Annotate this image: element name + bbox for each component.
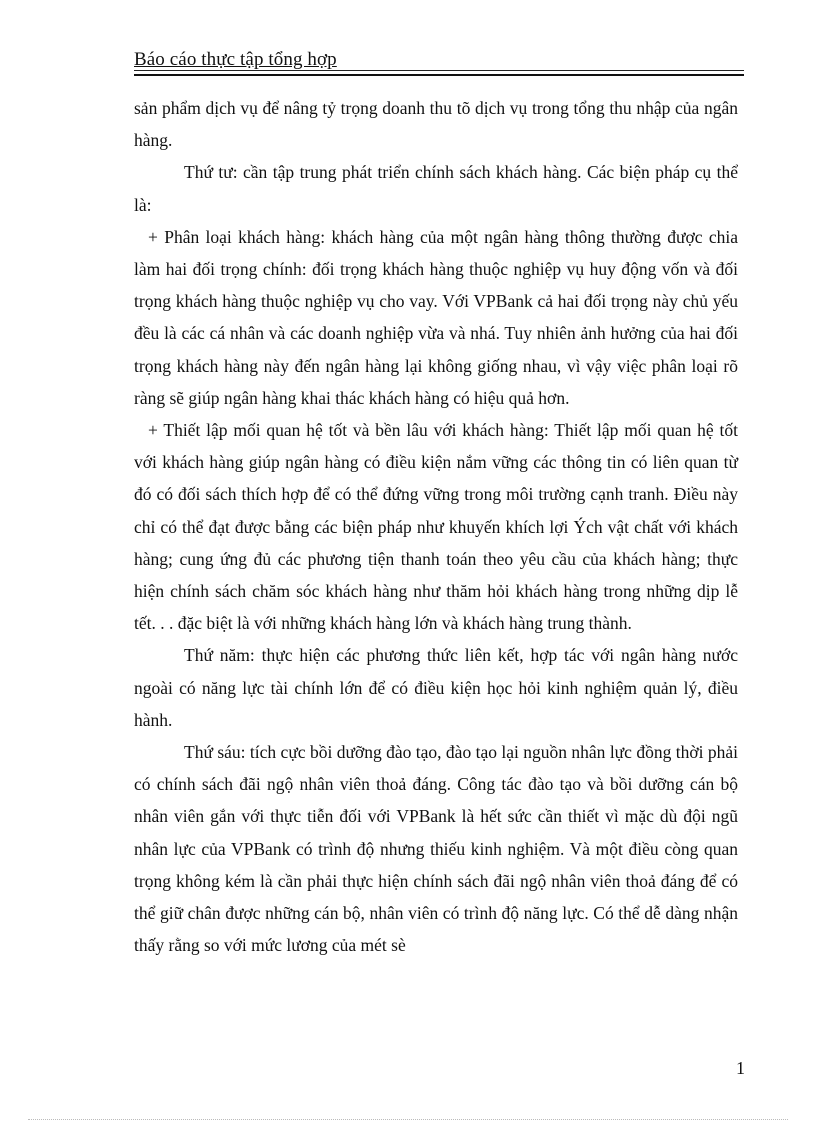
paragraph-thu-nam: Thứ năm: thực hiện các phương thức liên kết, hợp tác với ngân hàng nước ngoài có năng lực tài chính lớn để có điều kiện học hỏi kinh nghiệm quản lý, điều hành.: [134, 645, 738, 730]
header-rule-thin: [134, 70, 744, 71]
header-title: Báo cáo thực tập tổng hợp: [134, 49, 337, 70]
page-number: 1: [736, 1058, 745, 1078]
page-header: [134, 48, 744, 72]
header-rule-thick: [134, 74, 744, 76]
page-bottom-divider: [28, 1119, 788, 1120]
paragraph-thu-sau: Thứ sáu: tích cực bồi dưỡng đào tạo, đào tạo lại nguồn nhân lực đồng thời phải có chính sách đãi ngộ nhân viên thoả đáng. Công tác đào tạo và bồi dưỡng cán bộ nhân viên gắn với thực tiễn đối với VPBank là hết sức cần thiết vì mặc dù đội ngũ nhân lực của VPBank có trình độ nhưng thiếu kinh nghiệm. Và một điều còng quan trọng không kém là cần phải thực hiện chính sách đãi ngộ nhân viên thoả đáng để có thể giữ chân được những cán bộ, nhân viên có trình độ năng lực. Có thể dễ dàng nhận thấy rằng so với mức lương của mét sè: [134, 742, 738, 956]
bullet-thiet-lap-quan-he: + Thiết lập mối quan hệ tốt và bền lâu với khách hàng: Thiết lập mối quan hệ tốt với khách hàng giúp ngân hàng có điều kiện nắm vững các thông tin có liên quan từ đó có đối sách thích hợp để có thể đứng vững trong môi trường cạnh tranh. Điều này chỉ có thể đạt được bằng các biện pháp như khuyến khích lợi Ých vật chất với khách hàng; cung ứng đủ các phương tiện thanh toán theo yêu cầu của khách hàng; thực hiện chính sách chăm sóc khách hàng như thăm hỏi khách hàng trong những dịp lễ tết. . . đặc biệt là với những khách hàng lớn và khách hàng trung thành.: [134, 420, 738, 634]
document-body: [134, 92, 738, 961]
paragraph-thu-tu: Thứ tư: cần tập trung phát triển chính sách khách hàng. Các biện pháp cụ thể là:: [134, 162, 738, 215]
paragraph-continuation: sản phẩm dịch vụ để nâng tỷ trọng doanh thu tõ dịch vụ trong tổng thu nhập của ngân hàng.: [134, 98, 738, 151]
bullet-phan-loai-khach-hang: + Phân loại khách hàng: khách hàng của một ngân hàng thông thường được chia làm hai đối trọng chính: đối trọng khách hàng thuộc nghiệp vụ huy động vốn và đối trọng khách hàng thuộc nghiệp vụ cho vay. Với VPBank cả hai đối trọng này chủ yếu đều là các cá nhân và các doanh nghiệp vừa và nhá. Tuy nhiên ảnh hưởng của hai đối trọng khách hàng này đến ngân hàng lại không giống nhau, vì vậy việc phân loại rõ ràng sẽ giúp ngân hàng khai thác khách hàng có hiệu quả hơn.: [134, 226, 738, 408]
